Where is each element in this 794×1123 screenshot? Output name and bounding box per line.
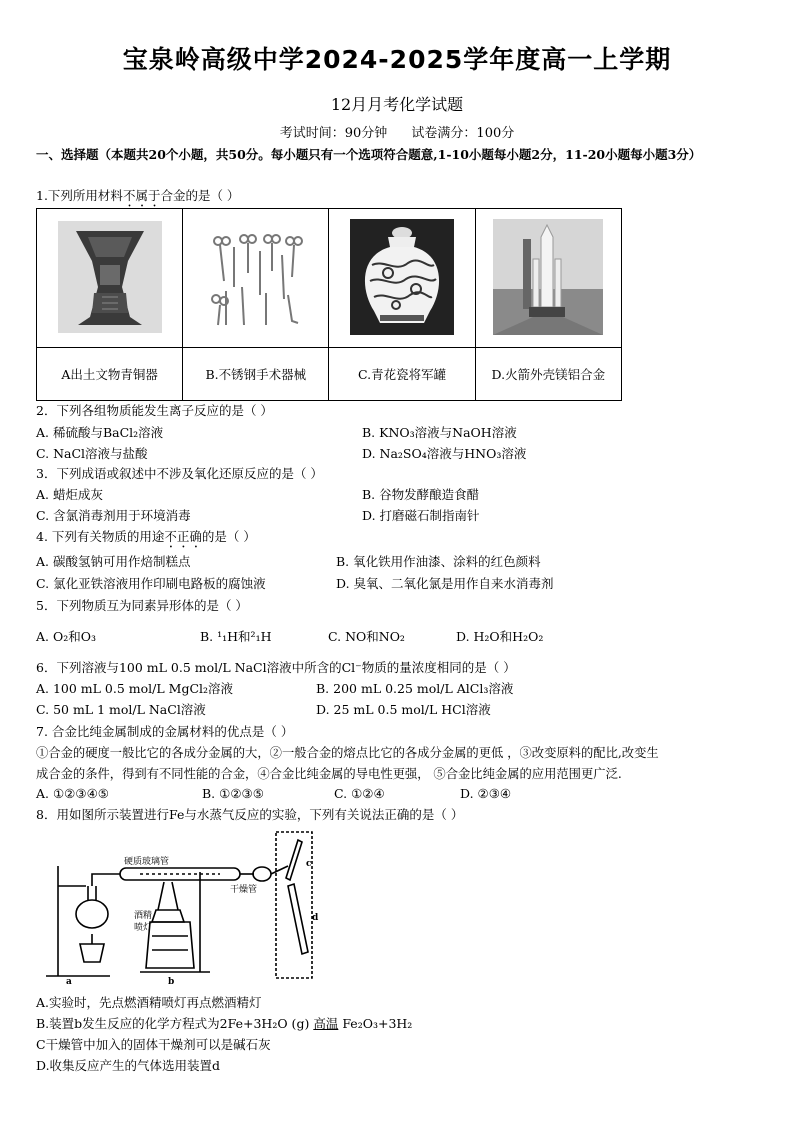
lamp-label-1: 酒精 <box>134 911 153 921</box>
label-d: d <box>312 913 319 923</box>
q1-materials-table <box>36 208 622 401</box>
q2-option-c: C. NaCl溶液与盐酸 <box>36 446 148 461</box>
exam-score: 试卷满分：100分 <box>411 126 515 141</box>
apparatus-diagram <box>40 826 330 986</box>
q3-option-a: A. 蜡炬成灰 <box>36 487 103 502</box>
q4-option-b: B. 氧化铁用作油漆、涂料的红色颜料 <box>336 554 541 569</box>
q5-option-b: B. ¹₁H和²₁H <box>200 629 272 644</box>
label-a: a <box>66 977 72 986</box>
q1-option-d: D.火箭外壳镁铝合金 <box>475 348 621 401</box>
porcelain-jar-icon <box>350 219 454 335</box>
q7-option-a: A. ①②③④⑤ <box>36 786 110 801</box>
q5-option-a: A. O₂和O₃ <box>36 629 96 644</box>
section-heading: 一、选择题（本题共20个小题，共50分。每小题只有一个选项符合题意,1-10小题每小题2分，11-20小题每小题3分） <box>36 147 702 162</box>
bronze-vessel-icon <box>58 221 162 333</box>
exam-time: 考试时间：90分钟 <box>279 126 388 141</box>
q1-image-cell-d <box>475 209 621 348</box>
q2-stem: 2．下列各组物质能发生离子反应的是（ ） <box>36 403 273 418</box>
q1-option-a: A出土文物青铜器 <box>37 348 183 401</box>
q4-stem: 4. 下列有关物质的用途不正确的是（ ） <box>36 529 256 544</box>
q7-statement-1: ①合金的硬度一般比它的各成分金属的大，②一般合金的熔点比它的各成分金属的更低 ，③改变原料的配比,改变生 <box>36 746 659 760</box>
q4-option-c: C. 氯化亚铁溶液用作印刷电路板的腐蚀液 <box>36 576 266 591</box>
q4-emphasis: 不正确 <box>164 529 202 544</box>
label-b: b <box>168 977 175 986</box>
q5-option-d: D. H₂O和H₂O₂ <box>456 629 544 644</box>
q3-option-d: D. 打磨磁石制指南针 <box>362 508 480 523</box>
tube-label: 硬质玻璃管 <box>124 857 170 867</box>
q7-statement-2: 成合金的条件，得到有不同性能的合金，④合金比纯金属的导电性更强， ⑤合金比纯金属的应用范围更广泛. <box>36 767 622 781</box>
q1-option-b: B.不锈钢手术器械 <box>183 348 329 401</box>
q6-stem: 6．下列溶液与100 mL 0.5 mol/L NaCl溶液中所含的Cl⁻物质的量浓度相同的是（ ） <box>36 660 516 675</box>
q2-option-a: A. 稀硫酸与BaCl₂溶液 <box>36 425 164 440</box>
q7-option-c: C. ①②④ <box>334 786 385 801</box>
q2-option-b: B. KNO₃溶液与NaOH溶液 <box>362 425 517 440</box>
q1-image-cell-c <box>329 209 475 348</box>
q6-option-a: A. 100 mL 0.5 mol/L MgCl₂溶液 <box>36 681 234 696</box>
q1-image-cell-b <box>183 209 329 348</box>
page-subtitle: 12月月考化学试题 <box>330 95 464 114</box>
q4-option-a: A. 碳酸氢钠可用作焙制糕点 <box>36 554 191 569</box>
lamp-label-2: 喷灯 <box>134 923 153 933</box>
q1-image-cell-a <box>37 209 183 348</box>
q3-stem: 3．下列成语或叙述中不涉及氧化还原反应的是（ ） <box>36 466 323 481</box>
q5-stem: 5．下列物质互为同素异形体的是（ ） <box>36 598 248 613</box>
q8-stem: 8．用如图所示装置进行Fe与水蒸气反应的实验，下列有关说法正确的是（ ） <box>36 807 464 822</box>
q4-option-d: D. 臭氧、二氧化氯是用作自来水消毒剂 <box>336 576 554 591</box>
dryer-label: 干燥管 <box>230 885 258 895</box>
q8-option-a: A.实验时，先点燃酒精喷灯再点燃酒精灯 <box>36 995 262 1010</box>
q7-option-b: B. ①②③⑤ <box>202 786 264 801</box>
q3-option-c: C. 含氯消毒剂用于环境消毒 <box>36 508 191 523</box>
q8-option-c: C干燥管中加入的固体干燥剂可以是碱石灰 <box>36 1037 271 1052</box>
q8-option-d: D.收集反应产生的气体选用装置d <box>36 1058 221 1073</box>
q3-option-b: B. 谷物发酵酿造食醋 <box>362 487 480 502</box>
q7-stem: 7. 合金比纯金属制成的金属材料的优点是（ ） <box>36 724 294 739</box>
q8-option-b: B.装置b发生反应的化学方程式为2Fe+3H₂O (g) 高温 Fe₂O₃+3H₂ <box>36 1016 413 1031</box>
rocket-icon <box>493 219 603 335</box>
surgical-tools-icon <box>204 221 308 333</box>
page-title: 宝泉岭高级中学2024-2025学年度高一上学期 <box>122 45 672 74</box>
q6-option-b: B. 200 mL 0.25 mol/L AlCl₃溶液 <box>316 681 514 696</box>
q5-option-c: C. NO和NO₂ <box>328 629 405 644</box>
q1-stem: 1.下列所用材料不属于合金的是（ ） <box>36 188 240 203</box>
q6-option-d: D. 25 mL 0.5 mol/L HCl溶液 <box>316 702 491 717</box>
q8-condition: 高温 <box>313 1016 339 1031</box>
q2-option-d: D. Na₂SO₄溶液与HNO₃溶液 <box>362 446 527 461</box>
q1-emphasis: 不属于 <box>122 188 161 203</box>
label-c: c <box>306 859 312 869</box>
q6-option-c: C. 50 mL 1 mol/L NaCl溶液 <box>36 702 206 717</box>
exam-info <box>0 122 794 141</box>
q7-option-d: D. ②③④ <box>460 786 512 801</box>
q1-option-c: C.青花瓷将军罐 <box>329 348 475 401</box>
